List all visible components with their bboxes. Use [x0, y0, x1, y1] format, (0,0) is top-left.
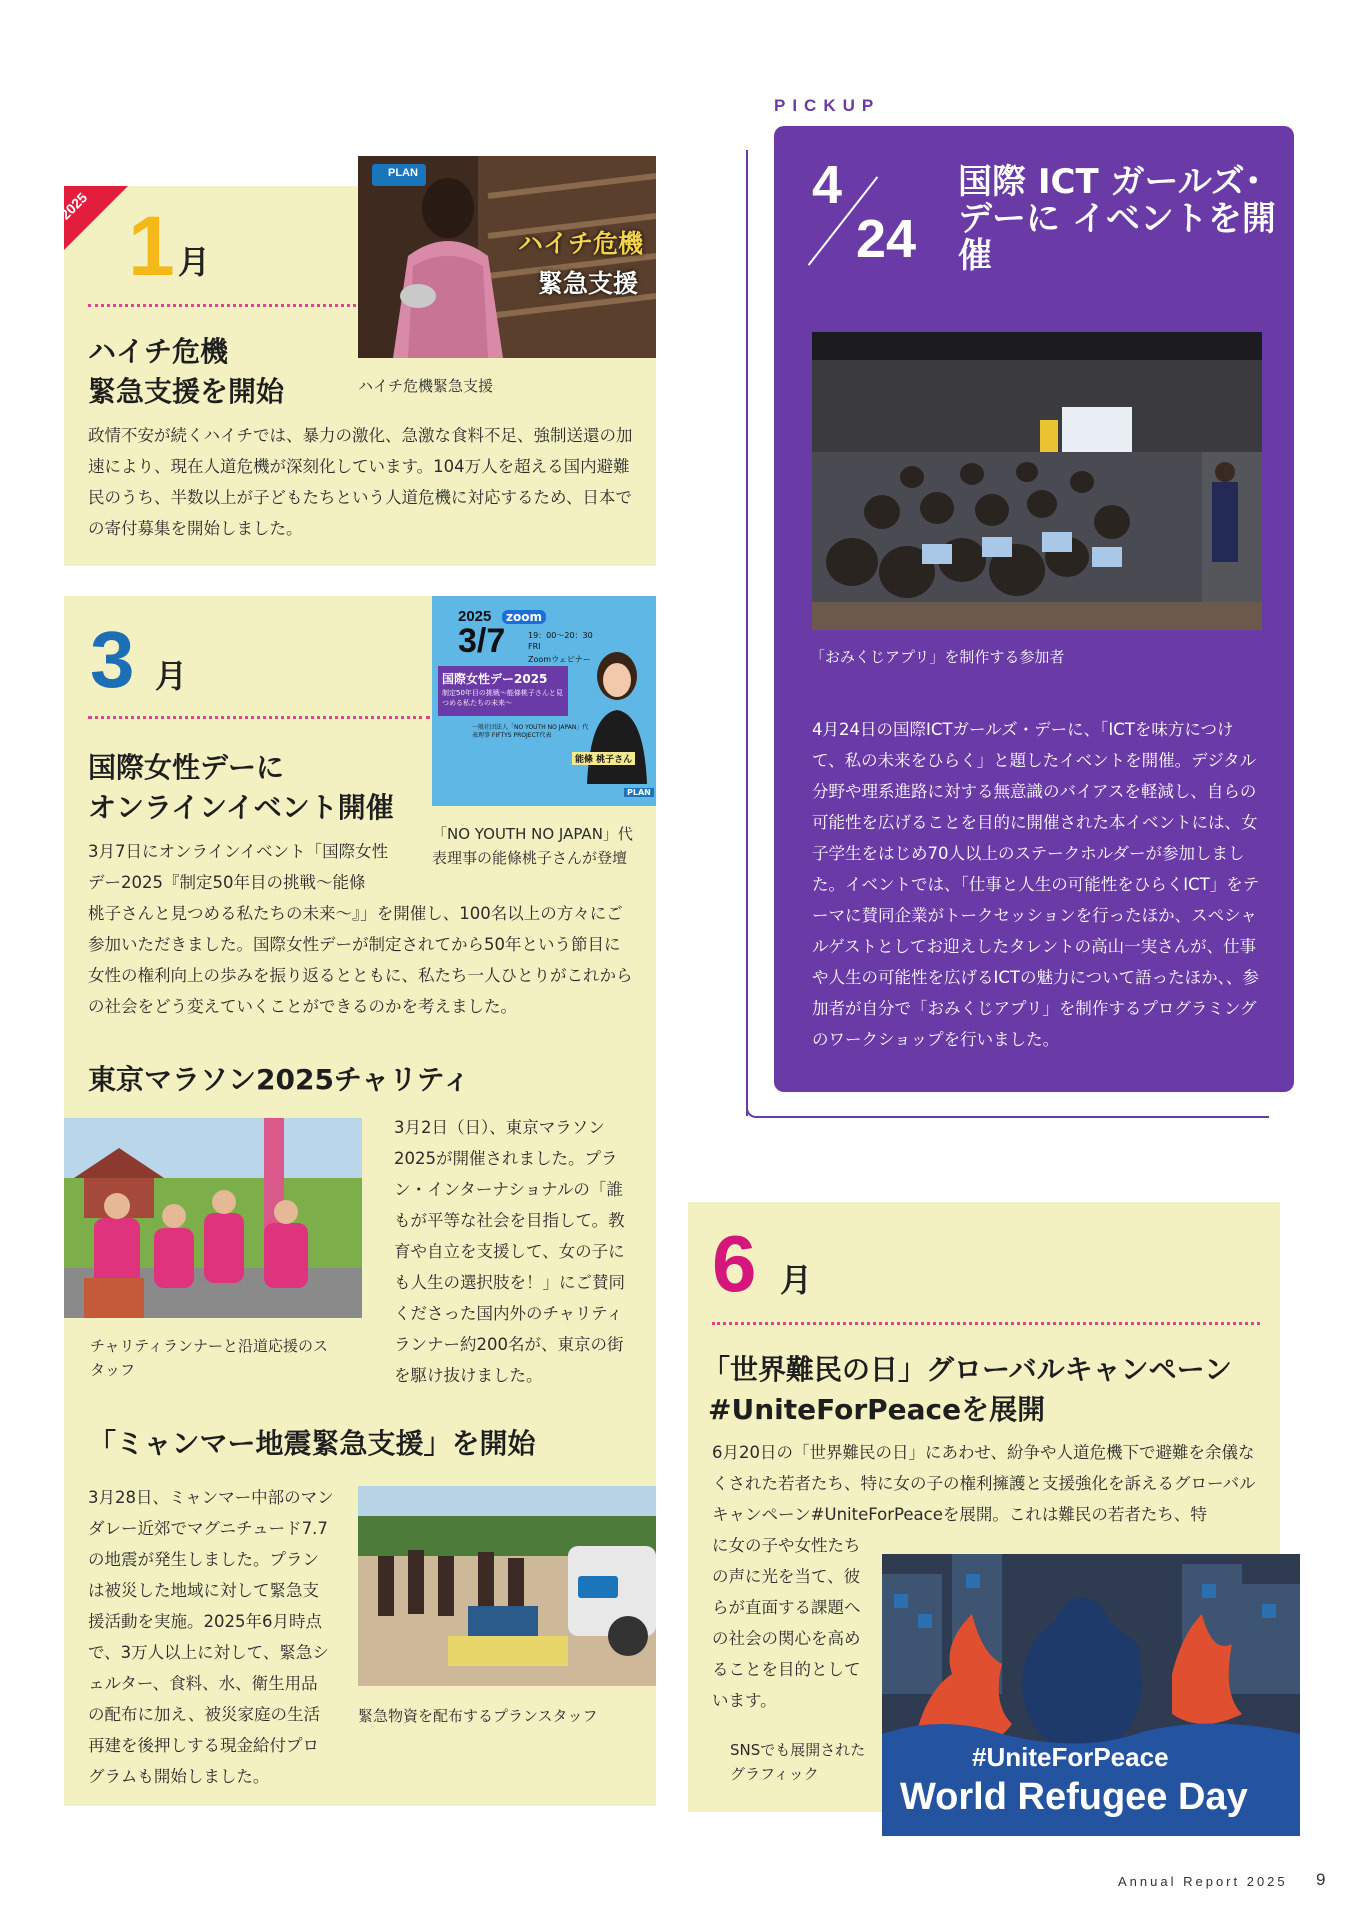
promo-year: 2025	[458, 608, 492, 625]
june-heading-2: #UniteForPeaceを展開	[708, 1393, 1046, 1426]
june-heading-1: 「世界難民の日」グローバルキャンペーン	[702, 1353, 1233, 1386]
january-heading-1: ハイチ危機	[88, 335, 229, 368]
january-month-number: 1	[128, 199, 175, 293]
march-heading-1: 国際女性デーに	[88, 751, 285, 784]
pickup-photo-caption: 「おみくじアプリ」を制作する参加者	[810, 648, 1065, 666]
march-month-number: 3	[90, 615, 135, 704]
march-body-line-1: 3月7日にオンラインイベント「国際女性	[88, 842, 389, 861]
page-number: 9	[1316, 1870, 1326, 1889]
pickup-title: 国際 ICT ガールズ･デーに イベントを開催	[958, 162, 1276, 276]
ict-event-photo	[812, 332, 1262, 630]
promo-day: FRI	[528, 642, 541, 651]
promo-zoom-label: zoom	[502, 610, 546, 624]
january-month-label: 月	[178, 243, 211, 281]
myanmar-photo	[358, 1486, 656, 1686]
promo-time: 19：00〜20：30	[528, 631, 593, 640]
march-body-line-2: デー2025『制定50年目の挑戦～能條	[88, 873, 366, 892]
marathon-caption: チャリティランナーと沿道応援のスタッフ	[90, 1337, 329, 1379]
june-body-narrow: に女の子や女性たちの声に光を当て、彼らが直面する課題への社会の関心を高めることを目的としています。	[712, 1536, 861, 1710]
promo-date: 3/7	[458, 622, 506, 660]
march-divider	[88, 716, 430, 719]
refugee-graphic-hashtag: #UniteForPeace	[972, 1742, 1169, 1772]
january-body: 政情不安が続くハイチでは、暴力の激化、急激な食料不足、強制送還の加速により、現在人道危機が深刻化しています。104万人を超える国内避難民のうち、半数以上が子どもたちという人道危機に対応するため、日本での寄付募集を開始しました。	[88, 426, 633, 538]
marathon-heading: 東京マラソン2025チャリティ	[88, 1063, 471, 1096]
promo-org: 一般社団法人「NO YOUTH NO JAPAN」代表理事 FIFTYS PROJECT代表	[472, 724, 589, 739]
womens-day-promo	[432, 596, 656, 806]
promo-platform: Zoomウェビナー	[528, 655, 591, 664]
june-caption: SNSでも展開されたグラフィック	[730, 1741, 866, 1783]
womens-day-caption-2: 表理事の能條桃子さんが登壇	[432, 849, 628, 867]
haiti-photo-overlay-1: ハイチ危機	[518, 229, 644, 258]
haiti-photo-caption: ハイチ危機緊急支援	[358, 377, 494, 395]
refugee-graphic-title: World Refugee Day	[900, 1776, 1248, 1818]
promo-logo: PLAN	[624, 788, 654, 797]
haiti-photo-logo: PLAN	[388, 167, 418, 179]
marathon-photo	[64, 1118, 362, 1318]
myanmar-caption: 緊急物資を配布するプランスタッフ	[358, 1707, 598, 1725]
myanmar-heading: 「ミャンマー地震緊急支援」を開始	[88, 1427, 536, 1460]
promo-title: 国際女性デー2025	[442, 672, 548, 686]
june-body-full: 6月20日の「世界難民の日」にあわせ、紛争や人道危機下で避難を余儀なくされた若者たち、特に女の子の権利擁護と支援強化を訴えるグローバルキャンペーン#UniteForPeaceを展開。これは難民の若者たち、特	[712, 1443, 1256, 1524]
pickup-label: PICKUP	[774, 96, 881, 115]
pickup-frame-line	[746, 150, 748, 1116]
year-badge-text: 2025	[56, 189, 91, 223]
march-heading-2: オンラインイベント開催	[88, 791, 394, 824]
march-month-label: 月	[155, 657, 188, 695]
marathon-body: 3月2日（日）、東京マラソン2025が開催されました。プラン・インターナショナルの「誰もが平等な社会を目指して。教育や自立を支援して、女の子にも人生の選択肢を！」にご賛同くださった国内外のチャリティランナー約200名が、東京の街を駆け抜けました。	[394, 1118, 625, 1385]
pickup-date-month: 4	[812, 155, 843, 215]
myanmar-body: 3月28日、ミャンマー中部のマンダレー近郊でマグニチュード7.7の地震が発生しました。プランは被災した地域に対して緊急支援活動を実施。2025年6月時点で、3万人以上に対して、緊急シェルター、食料、水、衛生用品の配布に加え、被災家庭の生活再建を後押しする現金給付プログラムも開始しました。	[88, 1488, 334, 1786]
footer-report-title: Annual Report 2025	[1118, 1874, 1288, 1889]
promo-name-tag: 能條 桃子さん	[572, 752, 635, 765]
january-heading-2: 緊急支援を開始	[88, 375, 285, 408]
pickup-frame-line-bottom	[756, 1116, 1269, 1118]
haiti-photo-overlay-2: 緊急支援	[538, 269, 639, 298]
haiti-photo	[358, 156, 656, 358]
womens-day-caption-1: 「NO YOUTH NO JAPAN」代	[432, 825, 633, 843]
refugee-day-graphic	[882, 1554, 1300, 1836]
june-divider	[712, 1322, 1260, 1325]
pickup-body: 4月24日の国際ICTガールズ・デーに、「ICTを味方につけて、私の未来をひらく」と題したイベントを開催。デジタル分野や理系進路に対する無意識のバイアスを軽減し、自らの可能性を広げることを目的に開催された本イベントには、女子学生をはじめ70人以上のステークホルダーが参加しました。イベントでは、「仕事と人生の可能性をひらくICT」をテーマに賛同企業がトークセッションを行ったほか、スペシャルゲストとしてお迎えしたタレントの高山一実さんが、仕事や人生の可能性を広げるICTの魅力について語ったほか、、参加者が自分で「おみくじアプリ」を制作するプログラミングのワークショップを行いました。	[812, 720, 1260, 1049]
january-divider	[88, 304, 356, 307]
march-body-rest: 桃子さんと見つめる私たちの未来～』」を開催し、100名以上の方々にご参加いただきました。国際女性デーが制定されてから50年という節目に女性の権利向上の歩みを振り返るとともに、私たち一人ひとりがこれからの社会をどう変えていくことができるのかを考えました。	[88, 904, 633, 1016]
pickup-date-day: 24	[856, 209, 917, 269]
promo-subtitle: 制定50年目の挑戦〜能條桃子さんと見つめる私たちの未来〜	[442, 689, 563, 707]
june-month-label: 月	[780, 1261, 813, 1299]
june-month-number: 6	[712, 1219, 757, 1308]
